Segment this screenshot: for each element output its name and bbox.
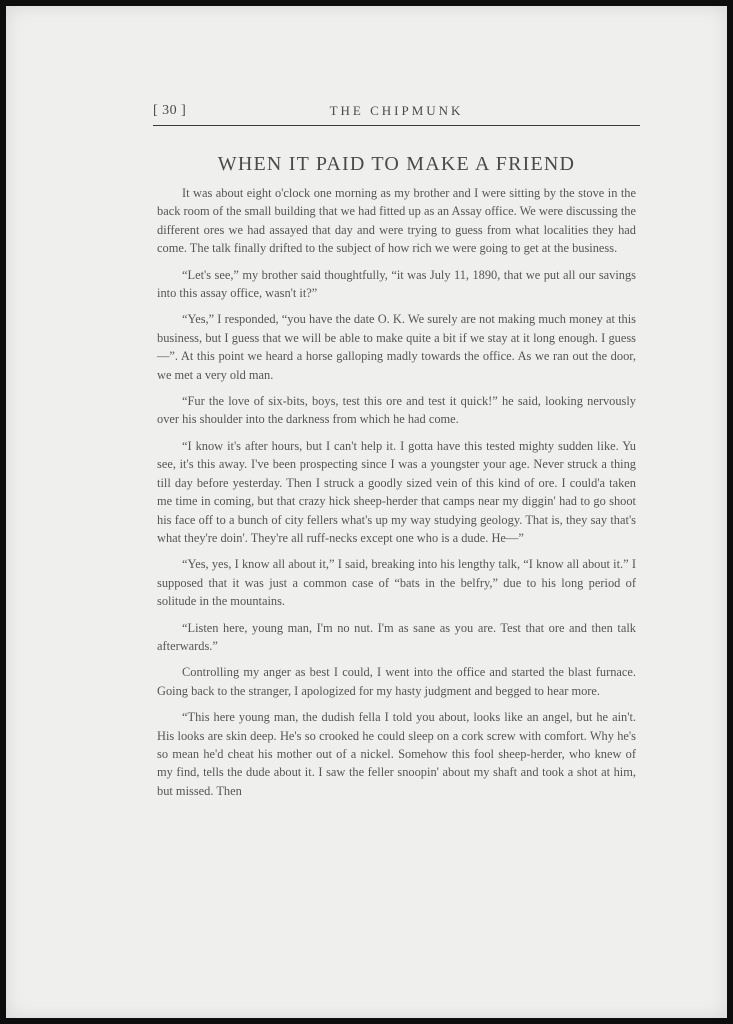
running-title: THE CHIPMUNK xyxy=(329,103,464,118)
paragraph: “Listen here, young man, I'm no nut. I'm as sane as you are. Test that ore and then talk afterwards.” xyxy=(157,620,636,653)
article-title: WHEN IT PAID TO MAKE A FRIEND xyxy=(217,153,576,175)
page-header xyxy=(153,103,640,126)
paragraph: “This here young man, the dudish fella I told you about, looks like an angel, but he ain't. His looks are skin deep. He's so crooked he could sleep on a cork screw with comfort. Why he's so mean he'd cheat his mother out of a nickel. Somehow this fool sheep-herder, who knew of my find, tells the dude about it. I saw the feller snoopin' about my shaft and took a shot at him, but missed. Then xyxy=(157,710,636,798)
book-page xyxy=(6,6,727,1018)
article-body xyxy=(157,184,636,808)
paragraph: “Yes,” I responded, “you have the date O. K. We surely are not making much money at this business, but I guess that we will be able to make quite a bit if we stay at it long enough. I guess—”. At this point we heard a horse galloping madly towards the office. As we ran out the door, we met a very old man. xyxy=(157,312,636,382)
page-number: [ 30 ] xyxy=(153,103,187,118)
paragraph: It was about eight o'clock one morning as my brother and I were sitting by the stove in the back room of the small building that we had fitted up as an Assay office. We were discussing the different ores we had assayed that day and were trying to guess from what localities they had come. The talk finally drifted to the subject of how rich we were going to get at the business. xyxy=(157,186,636,256)
paragraph: Controlling my anger as best I could, I went into the office and started the blast furnace. Going back to the stranger, I apologized for my hasty judgment and begged to hear more. xyxy=(157,665,636,698)
paragraph: “Let's see,” my brother said thoughtfully, “it was July 11, 1890, that we put all our savings into this assay office, wasn't it?” xyxy=(157,267,636,301)
paragraph: “Yes, yes, I know all about it,” I said, breaking into his lengthy talk, “I know all about it.” I supposed that it was just a common case of “bats in the belfry,” due to his long period of solitude in the mountains. xyxy=(157,557,636,609)
paragraph: “I know it's after hours, but I can't help it. I gotta have this tested mighty sudden like. Yu see, it's this away. I've been prospecting since I was a youngster your age. Never struck a thing till day before yesterday. Then I struck a goodly sized vein of this kind of ore. I could'a taken me time in coming, but that crazy hick sheep-herder that camps near my diggin' had to go shoot his face off to a bunch of city fellers what's up my way studying geology. That is, they say that's what they're doin'. They're all ruff-necks except one who is a dude. He—” xyxy=(157,438,636,545)
paragraph: “Fur the love of six-bits, boys, test this ore and test it quick!” he said, looking nervously over his shoulder into the darkness from which he had come. xyxy=(157,394,636,427)
